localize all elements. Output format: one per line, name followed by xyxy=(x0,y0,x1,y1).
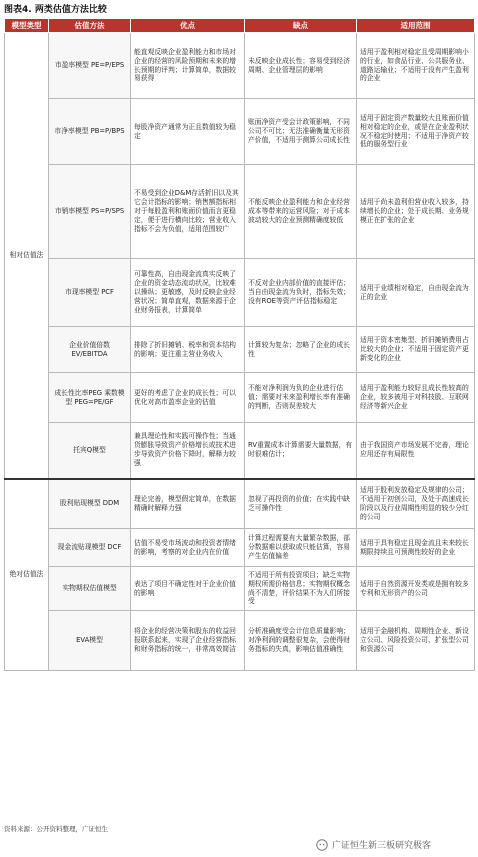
table-row xyxy=(5,567,475,611)
cons-cell: 不适用于所有投资项目；缺乏实物期权所需价格信息；实物期权概念尚不清楚，评价结果不为人们所接受 xyxy=(245,567,357,611)
pros-cell: 能直观反映企业盈利能力和市场对企业的经营的风险预期和未来的增长预期的评判；计算简单，数据较易获得 xyxy=(131,33,245,99)
pros-cell: 不易受到企业D&M存活折旧以及其它会计指标的影响；销售额指标相对于每股盈利和账面价值而言更稳定，便于进行横向比较；营业收入指标不会为负值，适用范围较广 xyxy=(131,165,245,259)
header-cons: 缺点 xyxy=(245,19,357,33)
table-row xyxy=(5,479,475,529)
table-row xyxy=(5,529,475,567)
table-row xyxy=(5,259,475,327)
cons-cell: 分析准确度受会计信息质量影响；对净利润的调整很复杂，会使得财务指标的失真，影响估值准确性 xyxy=(245,611,357,671)
pros-cell: 将企业的经营决策和股东的收益回报联系起来，实现了企业经营指标和财务指标的统一，非常高效简洁 xyxy=(131,611,245,671)
table-row xyxy=(5,33,475,99)
table-row xyxy=(5,99,475,165)
cons-cell: 计算较为复杂；忽略了企业的成长性 xyxy=(245,327,357,373)
pros-cell: 表达了项目不确定性对于企业价值的影响 xyxy=(131,567,245,611)
watermark-text: 广证恒生新三板研究极客 xyxy=(332,841,432,851)
header-scope: 适用范围 xyxy=(357,19,475,33)
cons-cell: 不反对企业内部价值的直接评估；当自由现金流为负时，指标失效；没有ROE等资产评估指标稳定 xyxy=(245,259,357,327)
method-cell: 实物期权估值模型 xyxy=(49,567,131,611)
scope-cell: 适用于资本密集型、折旧摊销费用占比较大的企业；不适用于固定资产更新变化的企业 xyxy=(357,327,475,373)
scope-cell: 由于我国资产市场发展不完善，理论应用还存有局限性 xyxy=(357,423,475,479)
method-cell: 成长性比率PEG 乘数模型 PEG=PE/GF xyxy=(49,373,131,423)
table-row xyxy=(5,327,475,373)
pros-cell: 排除了折旧摊销、税率和资本结构的影响；更注重主营业务收入 xyxy=(131,327,245,373)
cons-cell: 不能反映企业盈利能力和企业经营成本等带来的运营风险；对于成本波动较大的企业预测精确度较低 xyxy=(245,165,357,259)
pros-cell: 更好的考虑了企业的成长性；可以优化对高市盈率企业的估值 xyxy=(131,373,245,423)
watermark xyxy=(316,838,431,851)
method-cell: 市现率模型 PCF xyxy=(49,259,131,327)
scope-cell: 适用于业绩相对稳定，自由现金流为正的企业 xyxy=(357,259,475,327)
scope-cell: 适用于盈利相对稳定且受周期影响小的行业，如食品行业、公共服务业、道路运输业；不适用于没有产生盈利的企业 xyxy=(357,33,475,99)
scope-cell: 适用于盈利能力较好且成长性较高的企业，较多被用于对科技股、互联网经济等新兴企业 xyxy=(357,373,475,423)
scope-cell: 适用于尚未盈利但营业收入较多，持续增长的企业；处于成长期、业务规模正在扩张的企业 xyxy=(357,165,475,259)
table-row xyxy=(5,611,475,671)
header-method: 估值方法 xyxy=(49,19,131,33)
method-cell: 托宾Q模型 xyxy=(49,423,131,479)
method-cell: 市净率模型 PB=P/BPS xyxy=(49,99,131,165)
model-type-cell: 相对估值法 xyxy=(5,33,49,479)
pros-cell: 理论完善，模型假定简单，在数据精确时解释力强 xyxy=(131,479,245,529)
header-model-type: 模型类型 xyxy=(5,19,49,33)
method-cell: 企业价值倍数 EV/EBITDA xyxy=(49,327,131,373)
table-row xyxy=(5,423,475,479)
table-header-row xyxy=(5,19,475,33)
scope-cell: 适用于固定资产数量较大且账面价值相对稳定的企业，或是在企业盈利状况不稳定时使用；不适用于净资产较低的服务型行业 xyxy=(357,99,475,165)
pros-cell: 可靠性高，自由现金流真实反映了企业的资金动态流动状况，比较难以操纵；更敏感，及时反映企业经营状况；简单直观，数据来源于企业财务报表，计算简单 xyxy=(131,259,245,327)
cons-cell: 不能对净利润为负的企业进行估值；需要对未来盈利增长率有准确的判断，否则误差较大 xyxy=(245,373,357,423)
table-row xyxy=(5,373,475,423)
cons-cell: 账面净资产受会计政策影响，不同公司不可比；无法准确衡量无形资产价值，不适用于测算公司成长性 xyxy=(245,99,357,165)
pros-cell: 估值不易受市场波动和投资者情绪的影响，考察的对企业内在价值 xyxy=(131,529,245,567)
pros-cell: 每股净资产通常为正且数值较为稳定 xyxy=(131,99,245,165)
model-type-cell: 绝对估值法 xyxy=(5,479,49,671)
valuation-comparison-table xyxy=(4,18,475,671)
method-cell: 市销率模型 PS=P/SPS xyxy=(49,165,131,259)
method-cell: 股利贴现模型 DDM xyxy=(49,479,131,529)
figure-title: 图表4. 两类估值方法比较 xyxy=(4,5,107,15)
pros-cell: 兼具理论性和实践可操作性；当通货膨胀导致资产价格增长或技术进步导致资产价格下降时，解释力较强 xyxy=(131,423,245,479)
cons-cell: RV重置成本计算需要大量数据，有时很难估计； xyxy=(245,423,357,479)
table-row xyxy=(5,165,475,259)
scope-cell: 适用于具有稳定且现金流且未来较长期限持续且可预测性较好的企业 xyxy=(357,529,475,567)
header-pros: 优点 xyxy=(131,19,245,33)
scope-cell: 适用于股利发放稳定及规律的公司；不适用于初创公司，及处于高速成长阶段以及行业周期性明显的较少分红的公司 xyxy=(357,479,475,529)
wechat-icon xyxy=(316,839,328,851)
method-cell: 市盈率模型 PE=P/EPS xyxy=(49,33,131,99)
scope-cell: 适用于自然资源开发类或是拥有较多专利和无形资产的公司 xyxy=(357,567,475,611)
scope-cell: 适用于金融机构、周期性企业、新设立公司、风险投资公司、扩张型公司和资源公司 xyxy=(357,611,475,671)
method-cell: EVA模型 xyxy=(49,611,131,671)
cons-cell: 计算过程需要有大量繁杂数据，部分数据难以获取或只能估算，容易产生估值偏差 xyxy=(245,529,357,567)
method-cell: 现金流贴现模型 DCF xyxy=(49,529,131,567)
source-note: 资料来源：公开资料整理，广证恒生 xyxy=(4,825,108,833)
cons-cell: 忽视了再投资的价值；在实践中缺乏可操作性 xyxy=(245,479,357,529)
cons-cell: 未反映企业成长性；容易受到经济周期、企业管理层的影响 xyxy=(245,33,357,99)
